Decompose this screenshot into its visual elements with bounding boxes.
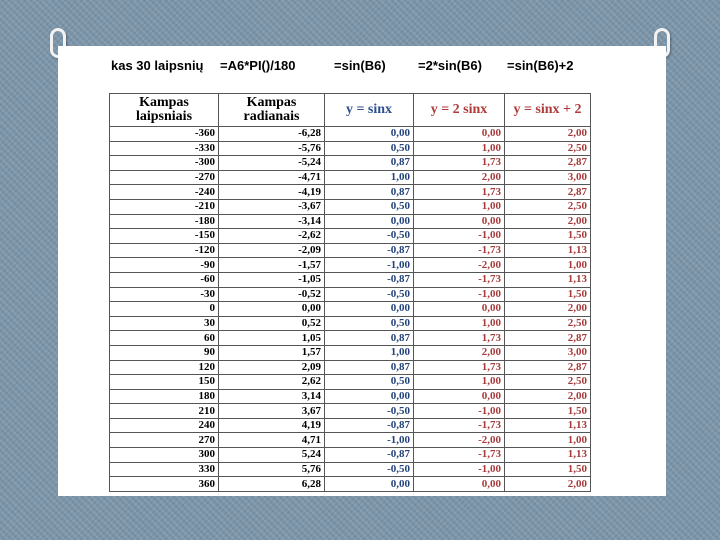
sinx-plus-2-cell: 2,00 (505, 302, 591, 317)
radians-cell: -1,57 (219, 258, 325, 273)
2sinx-cell: -1,73 (414, 418, 505, 433)
2sinx-cell: 1,00 (414, 375, 505, 390)
sinx-plus-2-cell: 1,50 (505, 462, 591, 477)
degrees-cell: -60 (110, 272, 219, 287)
sinx-plus-2-cell: 2,00 (505, 477, 591, 492)
radians-cell: 3,14 (219, 389, 325, 404)
2sinx-cell: -1,73 (414, 448, 505, 463)
table-row (110, 375, 591, 390)
degrees-cell: 240 (110, 418, 219, 433)
sinx-plus-2-cell: 2,50 (505, 316, 591, 331)
degrees-cell: -90 (110, 258, 219, 273)
sinx-plus-2-cell: 2,00 (505, 127, 591, 142)
radians-cell: -3,14 (219, 214, 325, 229)
table-row (110, 462, 591, 477)
2sinx-cell: 1,00 (414, 199, 505, 214)
2sinx-cell: 0,00 (414, 214, 505, 229)
table-row (110, 156, 591, 171)
sinx-cell: -0,50 (325, 229, 414, 244)
header-sinx-plus-2: y = sinx + 2 (505, 94, 591, 127)
sinx-plus-2-cell: 1,13 (505, 418, 591, 433)
sinx-cell: 0,50 (325, 199, 414, 214)
table-row (110, 141, 591, 156)
degrees-cell: 30 (110, 316, 219, 331)
table-row (110, 185, 591, 200)
degrees-cell: 330 (110, 462, 219, 477)
table-row (110, 345, 591, 360)
radians-cell: 4,19 (219, 418, 325, 433)
degrees-cell: 90 (110, 345, 219, 360)
degrees-cell: 60 (110, 331, 219, 346)
sinx-cell: 0,50 (325, 316, 414, 331)
table-row (110, 214, 591, 229)
radians-cell: -1,05 (219, 272, 325, 287)
degrees-cell: -180 (110, 214, 219, 229)
radians-cell: 2,09 (219, 360, 325, 375)
2sinx-cell: -2,00 (414, 258, 505, 273)
radians-cell: 5,76 (219, 462, 325, 477)
sinx-cell: 0,87 (325, 185, 414, 200)
degrees-cell: 210 (110, 404, 219, 419)
sinx-plus-2-cell: 1,50 (505, 404, 591, 419)
formula-sin: =sin(B6) (334, 58, 386, 73)
radians-cell: 1,57 (219, 345, 325, 360)
2sinx-cell: 1,73 (414, 156, 505, 171)
table-row (110, 477, 591, 492)
sinx-cell: 0,00 (325, 477, 414, 492)
sinx-plus-2-cell: 2,50 (505, 375, 591, 390)
2sinx-cell: 0,00 (414, 477, 505, 492)
degrees-cell: -240 (110, 185, 219, 200)
2sinx-cell: -1,00 (414, 462, 505, 477)
radians-cell: 0,52 (219, 316, 325, 331)
sinx-cell: -0,87 (325, 418, 414, 433)
table-row (110, 389, 591, 404)
sinx-cell: 0,50 (325, 375, 414, 390)
radians-cell: -2,62 (219, 229, 325, 244)
2sinx-cell: -1,73 (414, 272, 505, 287)
2sinx-cell: 2,00 (414, 170, 505, 185)
radians-cell: -2,09 (219, 243, 325, 258)
sinx-plus-2-cell: 1,13 (505, 448, 591, 463)
header-degrees: Kampas laipsniais (110, 94, 219, 127)
table-header-row (110, 94, 591, 127)
2sinx-cell: -1,00 (414, 229, 505, 244)
radians-cell: -4,71 (219, 170, 325, 185)
degrees-cell: -300 (110, 156, 219, 171)
sinx-cell: 0,87 (325, 156, 414, 171)
2sinx-cell: -2,00 (414, 433, 505, 448)
2sinx-cell: 1,73 (414, 185, 505, 200)
sinx-plus-2-cell: 2,50 (505, 141, 591, 156)
table-row (110, 272, 591, 287)
table-row (110, 243, 591, 258)
sinx-plus-2-cell: 2,50 (505, 199, 591, 214)
sinx-plus-2-cell: 2,00 (505, 389, 591, 404)
formula-step-label: kas 30 laipsnių (111, 58, 204, 73)
2sinx-cell: -1,00 (414, 404, 505, 419)
sinx-plus-2-cell: 3,00 (505, 170, 591, 185)
sinx-cell: 0,00 (325, 389, 414, 404)
sinx-plus-2-cell: 3,00 (505, 345, 591, 360)
radians-cell: -5,76 (219, 141, 325, 156)
header-radians: Kampas radianais (219, 94, 325, 127)
sine-values-table (109, 93, 591, 492)
2sinx-cell: -1,00 (414, 287, 505, 302)
sinx-plus-2-cell: 1,00 (505, 258, 591, 273)
table-row (110, 331, 591, 346)
degrees-cell: -360 (110, 127, 219, 142)
formula-sin-plus-2: =sin(B6)+2 (507, 58, 574, 73)
sinx-plus-2-cell: 1,00 (505, 433, 591, 448)
degrees-cell: 270 (110, 433, 219, 448)
sinx-cell: 1,00 (325, 345, 414, 360)
2sinx-cell: -1,73 (414, 243, 505, 258)
radians-cell: 3,67 (219, 404, 325, 419)
radians-cell: -3,67 (219, 199, 325, 214)
table-row (110, 258, 591, 273)
degrees-cell: 360 (110, 477, 219, 492)
sinx-plus-2-cell: 2,87 (505, 185, 591, 200)
table-row (110, 448, 591, 463)
formula-radians: =A6*PI()/180 (220, 58, 296, 73)
degrees-cell: -150 (110, 229, 219, 244)
sinx-cell: 0,87 (325, 360, 414, 375)
table-row (110, 302, 591, 317)
2sinx-cell: 0,00 (414, 302, 505, 317)
degrees-cell: -30 (110, 287, 219, 302)
sinx-plus-2-cell: 1,13 (505, 272, 591, 287)
header-sinx: y = sinx (325, 94, 414, 127)
sinx-plus-2-cell: 2,87 (505, 331, 591, 346)
sinx-plus-2-cell: 2,00 (505, 214, 591, 229)
degrees-cell: -270 (110, 170, 219, 185)
sinx-cell: -0,87 (325, 448, 414, 463)
sinx-cell: -0,87 (325, 243, 414, 258)
table-row (110, 199, 591, 214)
degrees-cell: 150 (110, 375, 219, 390)
sinx-plus-2-cell: 1,50 (505, 287, 591, 302)
sinx-cell: -0,50 (325, 287, 414, 302)
table-row (110, 418, 591, 433)
radians-cell: -0,52 (219, 287, 325, 302)
radians-cell: -5,24 (219, 156, 325, 171)
2sinx-cell: 0,00 (414, 127, 505, 142)
header-2sinx: y = 2 sinx (414, 94, 505, 127)
table-row (110, 404, 591, 419)
sinx-plus-2-cell: 1,50 (505, 229, 591, 244)
degrees-cell: 120 (110, 360, 219, 375)
2sinx-cell: 1,00 (414, 316, 505, 331)
sinx-cell: 1,00 (325, 170, 414, 185)
sinx-cell: 0,00 (325, 214, 414, 229)
radians-cell: 5,24 (219, 448, 325, 463)
degrees-cell: 0 (110, 302, 219, 317)
radians-cell: -6,28 (219, 127, 325, 142)
radians-cell: 0,00 (219, 302, 325, 317)
sinx-cell: -0,87 (325, 272, 414, 287)
formula-2sin: =2*sin(B6) (418, 58, 482, 73)
table-row (110, 433, 591, 448)
radians-cell: 6,28 (219, 477, 325, 492)
formula-row (0, 58, 720, 78)
radians-cell: 2,62 (219, 375, 325, 390)
2sinx-cell: 1,73 (414, 360, 505, 375)
2sinx-cell: 0,00 (414, 389, 505, 404)
sinx-cell: 0,87 (325, 331, 414, 346)
table-row (110, 229, 591, 244)
table-row (110, 316, 591, 331)
sinx-cell: -1,00 (325, 258, 414, 273)
degrees-cell: -120 (110, 243, 219, 258)
degrees-cell: -330 (110, 141, 219, 156)
radians-cell: 4,71 (219, 433, 325, 448)
sinx-plus-2-cell: 2,87 (505, 360, 591, 375)
sinx-cell: 0,00 (325, 127, 414, 142)
sinx-cell: -1,00 (325, 433, 414, 448)
table-row (110, 127, 591, 142)
sinx-cell: 0,00 (325, 302, 414, 317)
2sinx-cell: 1,00 (414, 141, 505, 156)
sinx-plus-2-cell: 2,87 (505, 156, 591, 171)
2sinx-cell: 1,73 (414, 331, 505, 346)
table-row (110, 170, 591, 185)
sinx-plus-2-cell: 1,13 (505, 243, 591, 258)
sinx-cell: -0,50 (325, 404, 414, 419)
sinx-cell: 0,50 (325, 141, 414, 156)
degrees-cell: -210 (110, 199, 219, 214)
radians-cell: 1,05 (219, 331, 325, 346)
degrees-cell: 300 (110, 448, 219, 463)
degrees-cell: 180 (110, 389, 219, 404)
table-row (110, 287, 591, 302)
2sinx-cell: 2,00 (414, 345, 505, 360)
table-row (110, 360, 591, 375)
sinx-cell: -0,50 (325, 462, 414, 477)
radians-cell: -4,19 (219, 185, 325, 200)
